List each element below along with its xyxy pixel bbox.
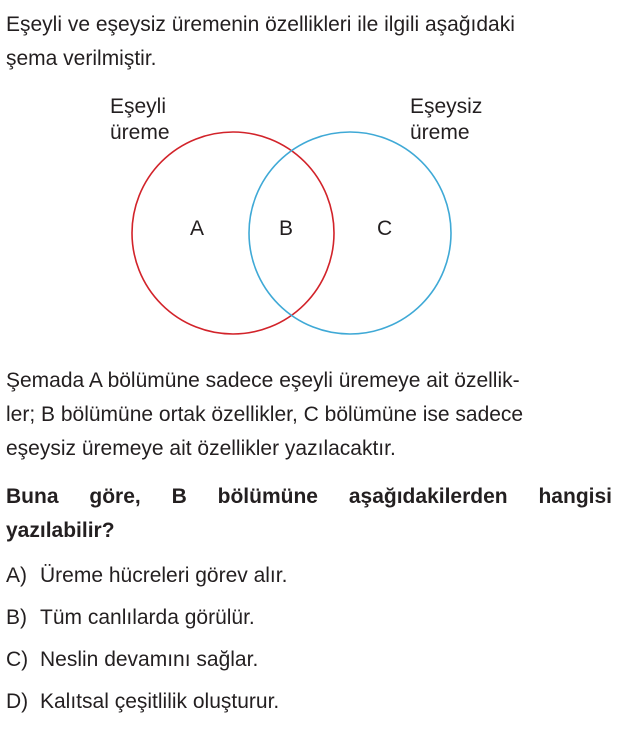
question-line-2: yazılabilir? xyxy=(6,519,115,542)
intro-text xyxy=(6,8,612,76)
option-letter: B) xyxy=(6,606,27,629)
question-line-1: Buna göre, B bölümüne aşağıdakilerden hangisi xyxy=(6,485,612,508)
option-text: Kalıtsal çeşitlilik oluşturur. xyxy=(40,690,280,713)
eseysiz-label-line-2: üreme xyxy=(410,121,470,144)
option-a[interactable] xyxy=(6,562,612,604)
option-c[interactable] xyxy=(6,646,612,688)
eseyli-label-line-2: üreme xyxy=(110,121,170,144)
region-a-label: A xyxy=(190,217,205,240)
eseysiz-label xyxy=(410,94,482,146)
description-line-2: ler; B bölümüne ortak özellikler, C bölümüne ise sadece xyxy=(6,403,524,426)
option-letter: C) xyxy=(6,648,29,671)
eseyli-label-line-1: Eşeyli xyxy=(110,95,167,118)
option-text: Neslin devamını sağlar. xyxy=(40,648,259,671)
option-b[interactable] xyxy=(6,604,612,646)
option-d[interactable] xyxy=(6,688,612,730)
venn-circles xyxy=(0,88,618,348)
venn-diagram xyxy=(0,88,618,348)
eseysiz-label-line-1: Eşeysiz xyxy=(410,95,483,118)
intro-line-1: Eşeyli ve eşeysiz üremenin özellikleri ile ilgili aşağıdaki xyxy=(6,13,515,36)
option-letter: D) xyxy=(6,690,29,713)
description-text xyxy=(6,364,612,466)
eseyli-label xyxy=(110,94,170,146)
intro-line-2: şema verilmiştir. xyxy=(6,47,157,70)
region-c-label: C xyxy=(377,217,393,240)
description-line-1: Şemada A bölümüne sadece eşeyli üremeye ait özellik- xyxy=(6,369,520,392)
option-letter: A) xyxy=(6,564,27,587)
eseyli-circle xyxy=(132,132,334,334)
option-text: Tüm canlılarda görülür. xyxy=(40,606,255,629)
question-text xyxy=(6,480,612,548)
option-text: Üreme hücreleri görev alır. xyxy=(40,564,288,587)
answer-options xyxy=(6,562,612,730)
region-b-label: B xyxy=(279,217,294,240)
description-line-3: eşeysiz üremeye ait özellikler yazılacaktır. xyxy=(6,437,396,460)
